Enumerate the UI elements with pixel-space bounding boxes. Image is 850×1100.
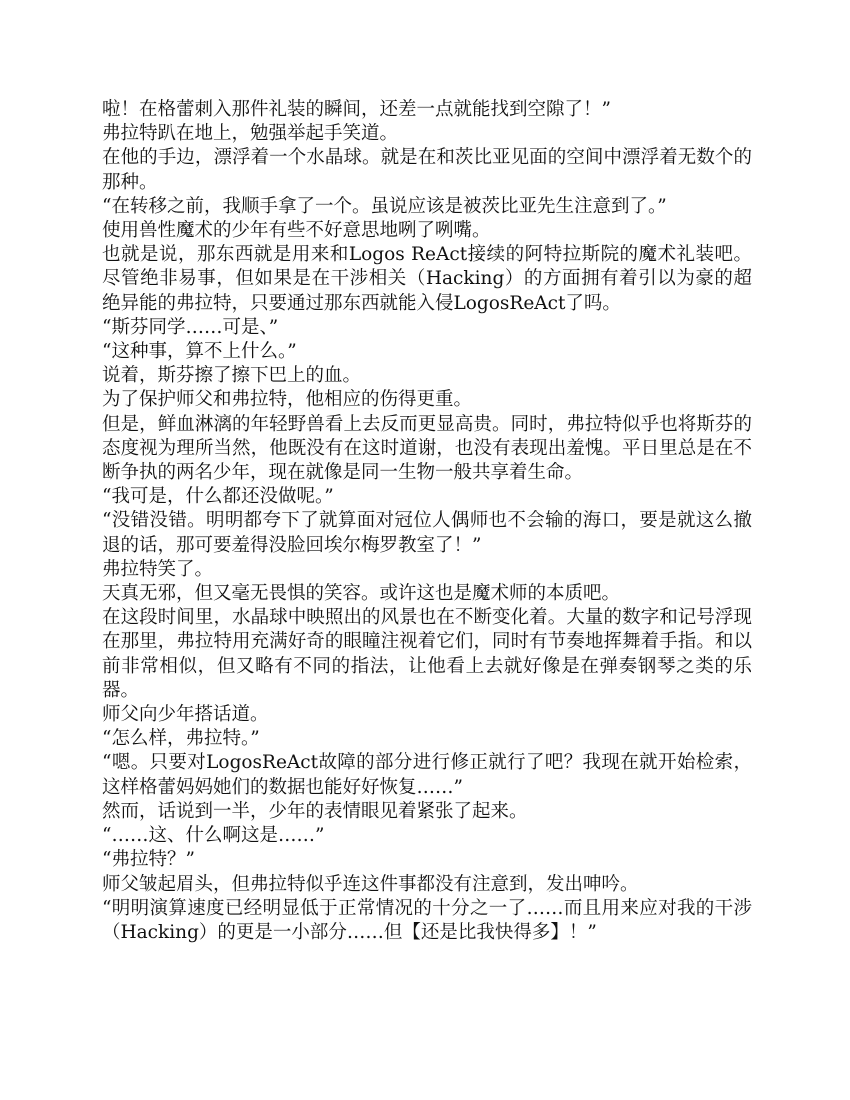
paragraph: “弗拉特？” — [102, 849, 195, 871]
paragraph: 师父皱起眉头，但弗拉特似乎连这件事都没有注意到，发出呻吟。 — [102, 873, 639, 895]
paragraph: “嗯。只要对LogosReAct故障的部分进行修正就行了吧？我现在就开始检索，这样格蕾妈妈她们的数据也能好好恢复……” — [102, 752, 752, 798]
paragraph: 为了保护师父和弗拉特，他相应的伤得更重。 — [102, 389, 473, 411]
paragraph: 弗拉特笑了。 — [102, 558, 214, 580]
paragraph: 然而，话说到一半，少年的表情眼见着紧张了起来。 — [102, 800, 528, 822]
paragraph: 啦！在格蕾刺入那件礼装的瞬间，还差一点就能找到空隙了！” — [102, 99, 611, 120]
paragraph: 也就是说，那东西就是用来和Logos ReAct接续的阿特拉斯院的魔术礼装吧。尽管绝非易事，但如果是在干涉相关（Hacking）的方面拥有着引以为豪的超绝异能的弗拉特，只要通过那东西就能入侵LogosReAct了吗。 — [102, 244, 752, 314]
paragraph: 使用兽性魔术的少年有些不好意思地咧了咧嘴。 — [102, 220, 491, 242]
paragraph: 弗拉特趴在地上，勉强举起手笑道。 — [102, 123, 399, 145]
paragraph: 师父向少年搭话道。 — [102, 704, 269, 726]
document-body — [102, 98, 752, 945]
paragraph: 天真无邪，但又毫无畏惧的笑容。或许这也是魔术师的本质吧。 — [102, 583, 621, 605]
paragraph: 在这段时间里，水晶球中映照出的风景也在不断变化着。大量的数字和记号浮现在那里，弗拉特用充满好奇的眼瞳注视着它们，同时有节奏地挥舞着手指。和以前非常相似，但又略有不同的指法，让他看上去就好像是在弹奏钢琴之类的乐器。 — [102, 607, 752, 701]
paragraph: 但是，鲜血淋漓的年轻野兽看上去反而更显高贵。同时，弗拉特似乎也将斯芬的态度视为理所当然，他既没有在这时道谢，也没有表现出羞愧。平日里总是在不断争执的两名少年，现在就像是同一生物一般共享着生命。 — [102, 413, 752, 484]
paragraph: “在转移之前，我顺手拿了一个。虽说应该是被茨比亚先生注意到了。” — [102, 195, 667, 217]
paragraph: “明明演算速度已经明显低于正常情况的十分之一了……而且用来应对我的干涉（Hacking）的更是一小部分……但【还是比我快得多】！” — [102, 897, 752, 943]
paragraph: 在他的手边，漂浮着一个水晶球。就是在和茨比亚见面的空间中漂浮着无数个的那种。 — [102, 147, 752, 193]
paragraph: “这种事，算不上什么。” — [102, 341, 297, 363]
paragraph: “怎么样，弗拉特。” — [102, 728, 260, 750]
paragraph: “没错没错。明明都夸下了就算面对冠位人偶师也不会输的海口，要是就这么撤退的话，那可要羞得没脸回埃尔梅罗教室了！” — [102, 510, 752, 556]
paragraph: “斯芬同学……可是、” — [102, 316, 279, 338]
paragraph: “我可是，什么都还没做呢。” — [102, 486, 334, 508]
paragraph: 说着，斯芬擦了擦下巴上的血。 — [102, 365, 362, 387]
paragraph: “……这、什么啊这是……” — [102, 825, 325, 847]
